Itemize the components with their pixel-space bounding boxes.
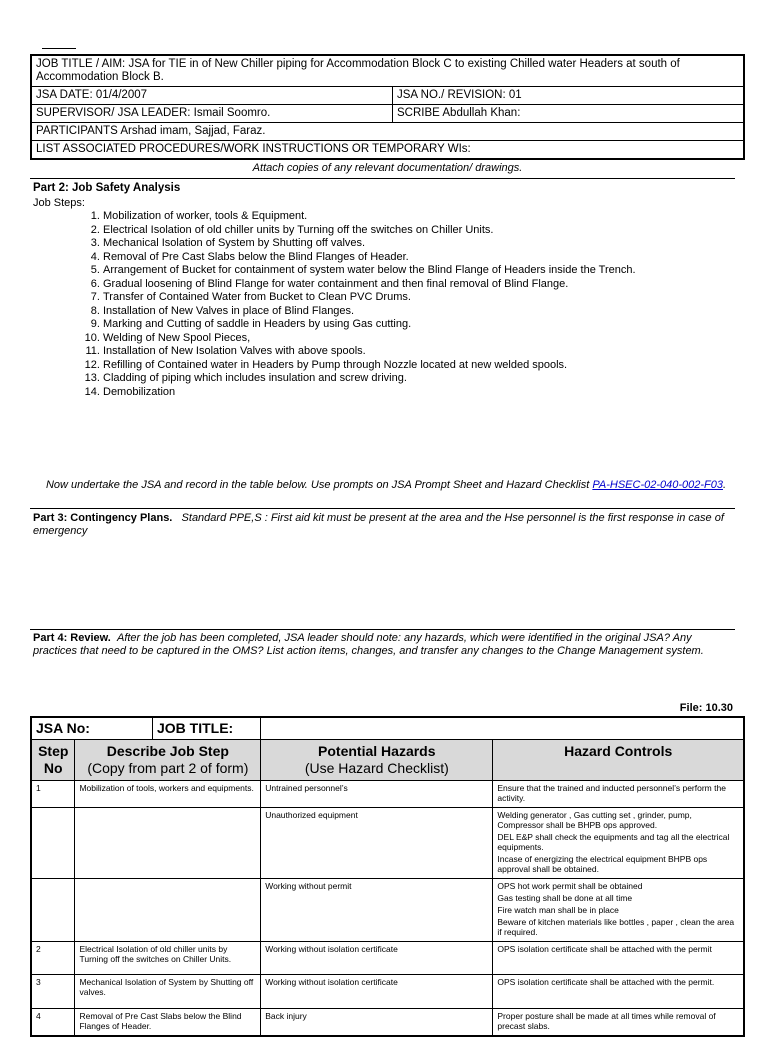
job-step-item: 13. Cladding of piping which includes insulation and screw driving. xyxy=(103,372,636,386)
section-divider xyxy=(30,178,735,179)
control-item: OPS hot work permit shall be obtained xyxy=(497,881,643,891)
describe-cell xyxy=(75,879,261,942)
hazard-cell: Working without isolation certificate xyxy=(261,975,493,1009)
file-label: File: 10.30 xyxy=(679,702,733,714)
jsa-no-label: JSA No: xyxy=(32,718,153,739)
job-step-item: 1. Mobilization of worker, tools & Equipment. xyxy=(103,210,636,224)
controls-cell xyxy=(493,1009,744,1037)
hazard-cell: Unauthorized equipment xyxy=(261,808,493,879)
jsa-header-table xyxy=(30,54,745,160)
jsa-prompt xyxy=(36,479,736,492)
job-step-item: 4. Removal of Pre Cast Slabs below the Blind Flanges of Header. xyxy=(103,251,636,265)
job-title-label: JOB TITLE: xyxy=(157,720,234,736)
controls-cell xyxy=(493,879,744,942)
attach-note: Attach copies of any relevant documentation/ drawings. xyxy=(252,162,523,174)
control-item: Beware of kitchen materials like bottles , paper , clean the area if required. xyxy=(497,917,735,937)
hazard-cell: Working without isolation certificate xyxy=(261,942,493,975)
control-item: Incase of energizing the electrical equipment BHPB ops approval shall be obtained. xyxy=(497,854,708,874)
prompt-tail: . xyxy=(723,479,727,491)
control-item: Fire watch man shall be in place xyxy=(497,905,619,915)
controls-cell xyxy=(493,975,744,1009)
part3-title: Part 3: Contingency Plans. xyxy=(33,512,173,524)
controls-cell xyxy=(493,808,744,879)
hazard-checklist-link[interactable]: PA-HSEC-02-040-002-F03 xyxy=(592,479,723,491)
jsa-table-row xyxy=(31,781,744,808)
jsa-table-row xyxy=(31,879,744,942)
col-hazards: Potential Hazards (Use Hazard Checklist) xyxy=(261,740,493,781)
control-item: Gas testing shall be done at all time xyxy=(497,893,633,903)
step-cell: 4 xyxy=(31,1009,75,1037)
participants-cell: PARTICIPANTS Arshad imam, Sajjad, Faraz. xyxy=(31,123,744,141)
prompt-text: Now undertake the JSA and record in the table below. Use prompts on JSA Prompt Sheet and Hazard Checklist xyxy=(45,479,593,491)
jsa-table-row xyxy=(31,975,744,1009)
control-item: OPS isolation certificate shall be attached with the permit xyxy=(497,944,712,954)
hazard-cell: Working without permit xyxy=(261,879,493,942)
describe-cell: Mechanical Isolation of System by Shutting off valves. xyxy=(75,975,261,1009)
top-rule xyxy=(42,48,76,49)
describe-cell: Electrical Isolation of old chiller units by Turning off the switches on Chiller Units. xyxy=(75,942,261,975)
job-step-item: 8. Installation of New Valves in place of Blind Flanges. xyxy=(103,305,636,319)
control-item: Welding generator , Gas cutting set , grinder, pump, Compressor shall be BHPB ops approved. xyxy=(497,810,692,830)
jsa-date-cell: JSA DATE: 01/4/2007 xyxy=(31,87,393,105)
job-title-value xyxy=(261,717,744,740)
control-item: DEL E&P shall check the equipments and tag all the electrical equipments. xyxy=(497,832,730,852)
job-step-item: 7. Transfer of Contained Water from Bucket to Clean PVC Drums. xyxy=(103,291,636,305)
part3-text: Standard PPE,S : First aid kit must be present at the area and the Hse personnel is the first response in case of emergency xyxy=(33,512,724,537)
job-steps-label: Job Steps: xyxy=(33,197,85,209)
part4-text: After the job has been completed, JSA leader should note: any hazards, which were identified in the original JSA? Any practices that need to be captured in the OMS? List action items, changes, and transfer any changes to the Change Management system. xyxy=(33,632,704,657)
jsa-no-cell: JSA NO./ REVISION: 01 xyxy=(393,87,745,105)
col-controls: Hazard Controls xyxy=(493,740,744,781)
step-cell xyxy=(31,879,75,942)
part2-title: Part 2: Job Safety Analysis xyxy=(33,182,181,194)
part4-title: Part 4: Review. xyxy=(33,632,111,644)
job-step-item: 6. Gradual loosening of Blind Flange for water containment and then final removal of Blind Flange. xyxy=(103,278,636,292)
describe-cell xyxy=(75,808,261,879)
controls-cell xyxy=(493,942,744,975)
job-step-item: 12. Refilling of Contained water in Headers by Pump through Nozzle located at new welded spools. xyxy=(103,359,636,373)
section-divider xyxy=(30,508,735,509)
jsa-table xyxy=(30,716,745,1037)
step-cell: 2 xyxy=(31,942,75,975)
step-cell xyxy=(31,808,75,879)
job-title-cell: JOB TITLE / AIM: JSA for TIE in of New Chiller piping for Accommodation Block C to existing Chilled water Headers at south of Accommodation Block B. xyxy=(31,55,744,87)
part3-section xyxy=(33,512,738,538)
job-step-item: 14. Demobilization xyxy=(103,386,636,400)
job-step-item: 2. Electrical Isolation of old chiller units by Turning off the switches on Chiller Units. xyxy=(103,224,636,238)
col-describe: Describe Job Step (Copy from part 2 of form) xyxy=(75,740,261,781)
describe-cell: Mobilization of tools, workers and equipments. xyxy=(75,781,261,808)
part4-section xyxy=(33,632,738,658)
control-item: OPS isolation certificate shall be attached with the permit. xyxy=(497,977,715,987)
controls-cell xyxy=(493,781,744,808)
job-step-item: 11. Installation of New Isolation Valves with above spools. xyxy=(103,345,636,359)
jsa-no-header xyxy=(31,717,261,740)
job-step-item: 10. Welding of New Spool Pieces, xyxy=(103,332,636,346)
job-steps-list xyxy=(86,210,636,399)
procedures-cell: LIST ASSOCIATED PROCEDURES/WORK INSTRUCTIONS OR TEMPORARY WIs: xyxy=(31,141,744,160)
describe-cell: Removal of Pre Cast Slabs below the Blind Flanges of Header. xyxy=(75,1009,261,1037)
job-step-item: 9. Marking and Cutting of saddle in Headers by using Gas cutting. xyxy=(103,318,636,332)
job-step-item: 3. Mechanical Isolation of System by Shutting off valves. xyxy=(103,237,636,251)
col-step: Step No xyxy=(31,740,75,781)
control-item: Ensure that the trained and inducted personnel’s perform the activity. xyxy=(497,783,726,803)
supervisor-cell: SUPERVISOR/ JSA LEADER: Ismail Soomro. xyxy=(31,105,393,123)
control-item: Proper posture shall be made at all times while removal of precast slabs. xyxy=(497,1011,716,1031)
section-divider xyxy=(30,629,735,630)
job-step-item: 5. Arrangement of Bucket for containment of system water below the Blind Flange of Headers inside the Trench. xyxy=(103,264,636,278)
jsa-table-row xyxy=(31,1009,744,1037)
scribe-cell: SCRIBE Abdullah Khan: xyxy=(393,105,745,123)
jsa-table-row xyxy=(31,942,744,975)
step-cell: 3 xyxy=(31,975,75,1009)
jsa-table-row xyxy=(31,808,744,879)
hazard-cell: Untrained personnel’s xyxy=(261,781,493,808)
step-cell: 1 xyxy=(31,781,75,808)
hazard-cell: Back injury xyxy=(261,1009,493,1037)
